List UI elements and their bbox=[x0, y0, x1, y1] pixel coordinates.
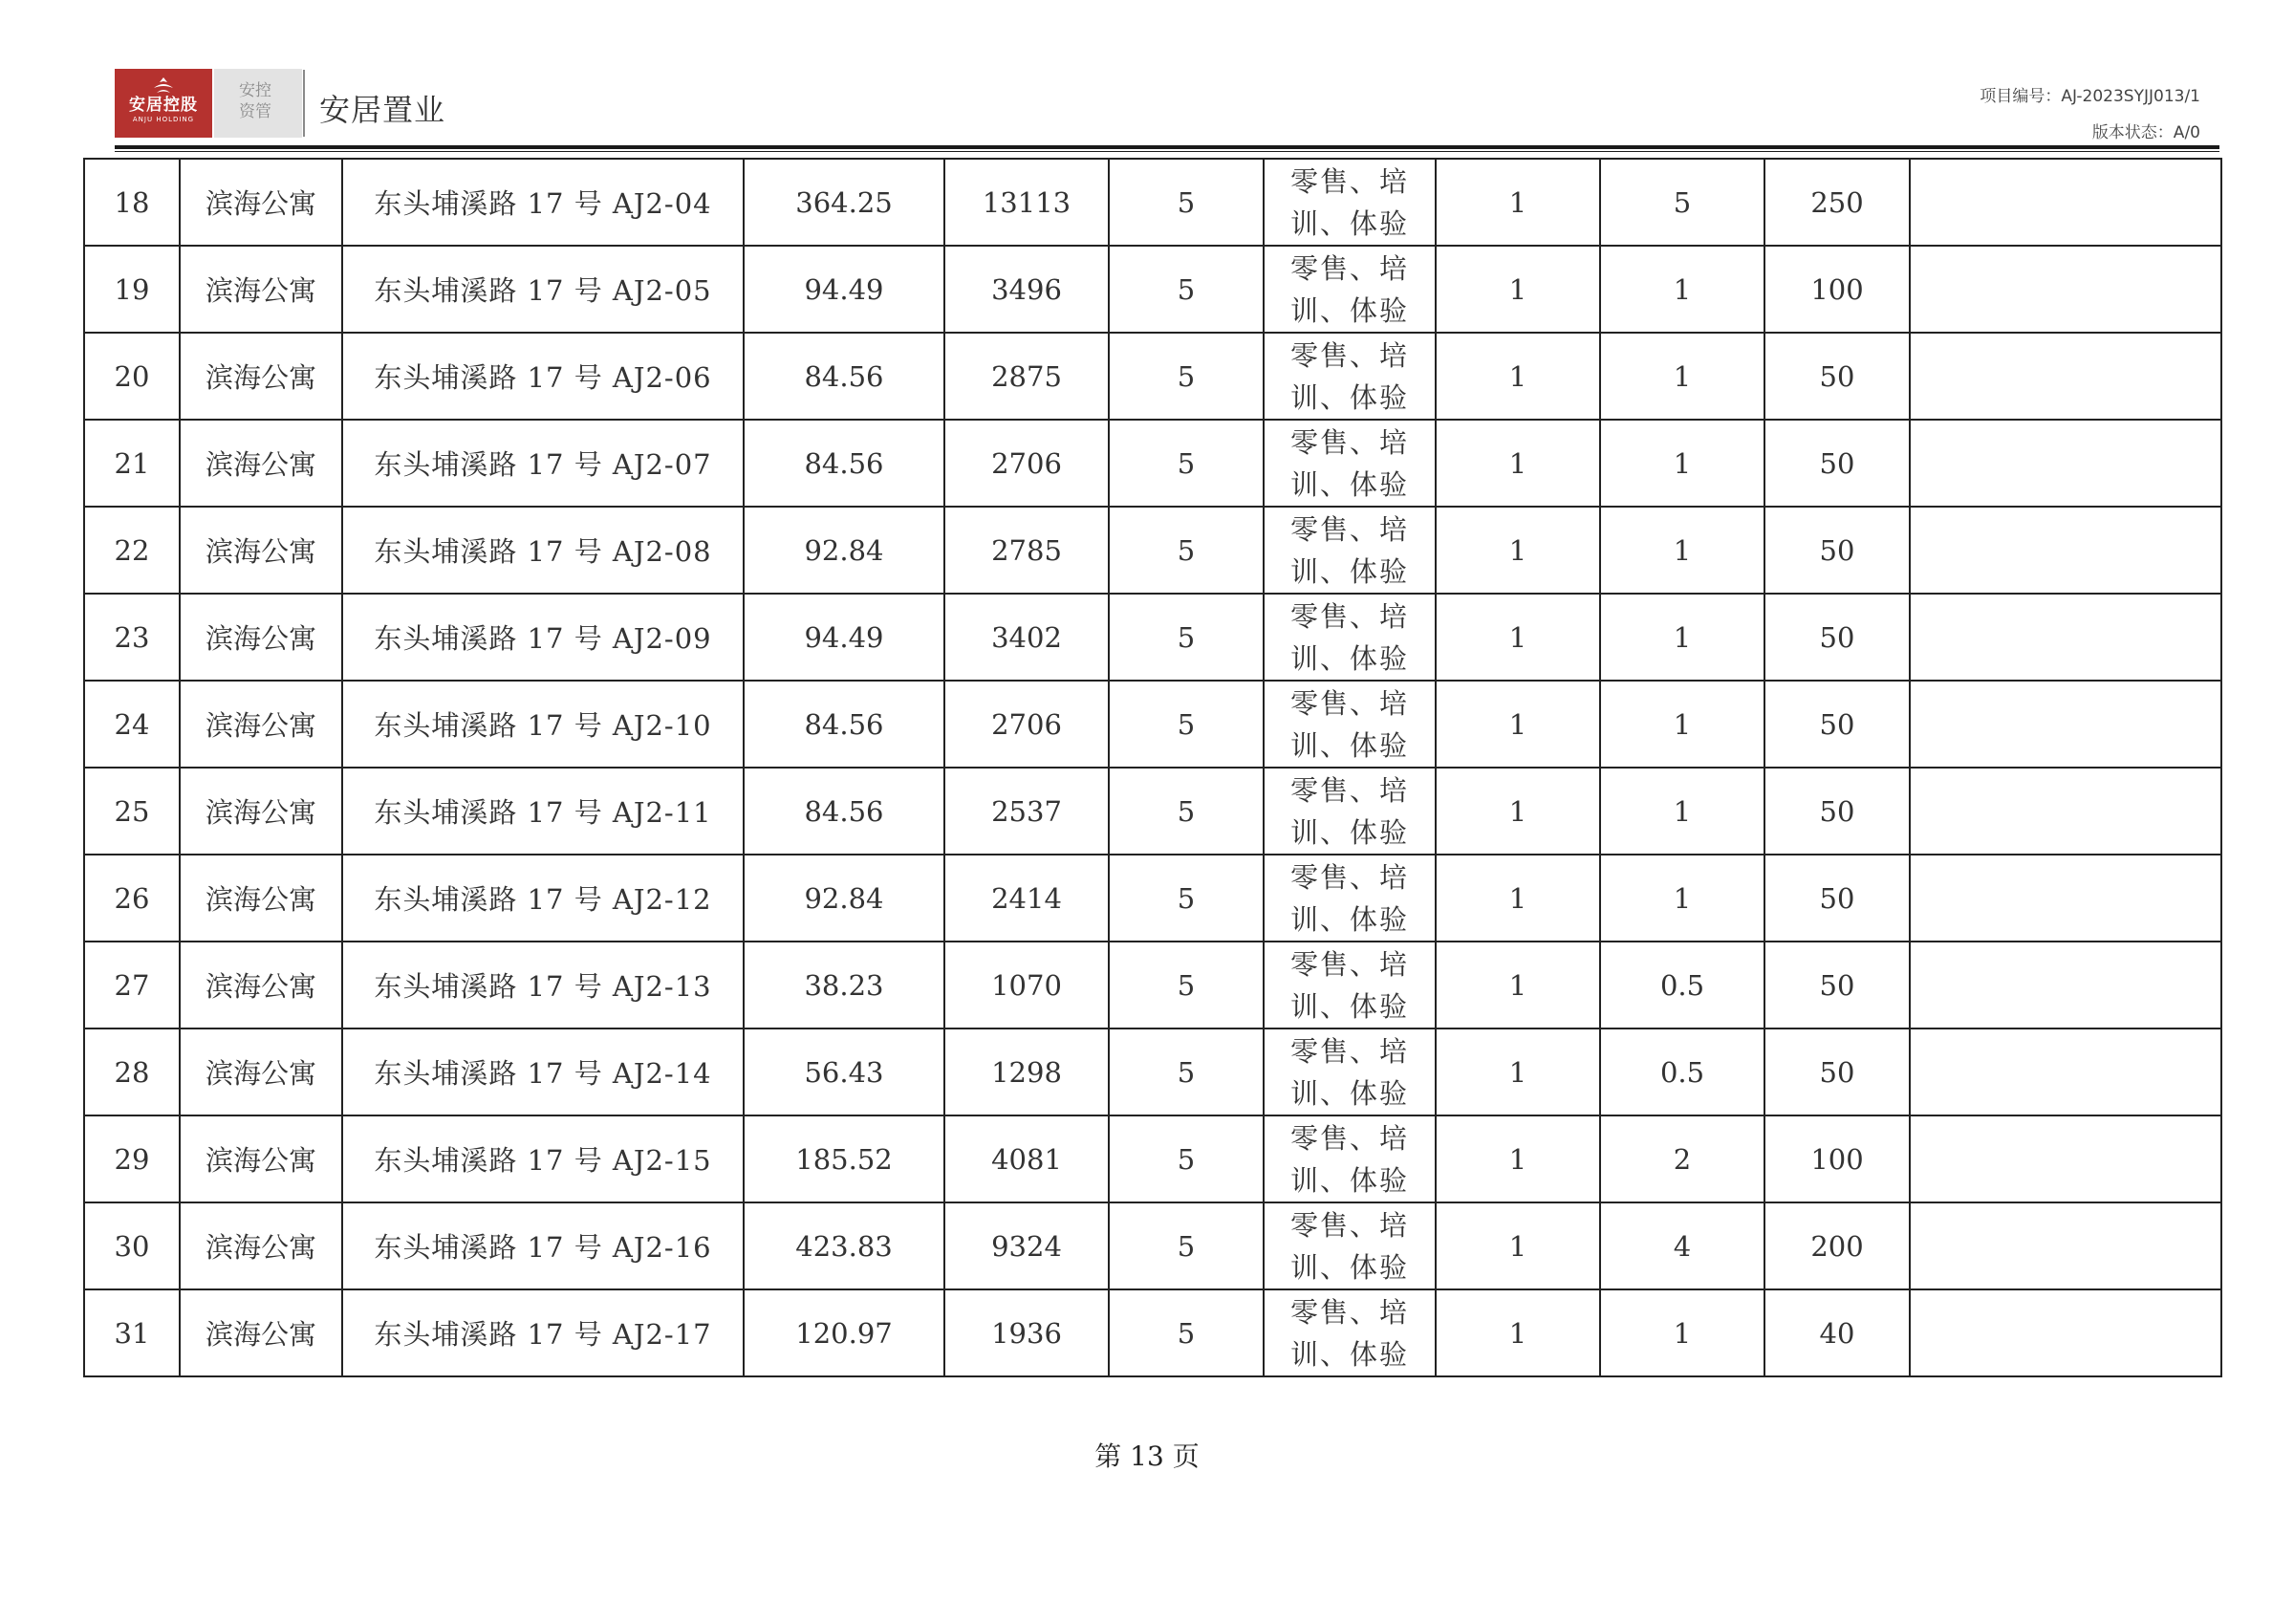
cell-property-name: 滨海公寓 bbox=[180, 1202, 342, 1289]
table-row bbox=[84, 1029, 2221, 1115]
cell-value-a: 1 bbox=[1600, 768, 1764, 855]
property-table bbox=[83, 158, 2222, 1377]
cell-note bbox=[1910, 681, 2221, 768]
cell-use bbox=[1264, 768, 1436, 855]
use-line-1: 零售、培 bbox=[1289, 164, 1409, 198]
cell-quantity: 1 bbox=[1436, 246, 1600, 333]
page-number: 第 13 页 bbox=[1094, 1440, 1200, 1472]
cell-value-a: 0.5 bbox=[1600, 942, 1764, 1029]
cell-term: 5 bbox=[1109, 420, 1264, 507]
cell-area: 92.84 bbox=[744, 855, 944, 942]
cell-address: 东头埔溪路 17 号 AJ2-04 bbox=[342, 159, 744, 246]
cell-term: 5 bbox=[1109, 768, 1264, 855]
cell-value-b: 50 bbox=[1764, 333, 1910, 420]
cell-price: 4081 bbox=[944, 1115, 1109, 1202]
cell-value-a: 5 bbox=[1600, 159, 1764, 246]
logo-english-text: ANJU HOLDING bbox=[132, 116, 195, 123]
cell-property-name: 滨海公寓 bbox=[180, 159, 342, 246]
use-line-2: 训、体验 bbox=[1289, 1076, 1409, 1110]
cell-quantity: 1 bbox=[1436, 333, 1600, 420]
cell-row-number: 19 bbox=[84, 246, 180, 333]
cell-term: 5 bbox=[1109, 159, 1264, 246]
cell-note bbox=[1910, 1115, 2221, 1202]
cell-use bbox=[1264, 1289, 1436, 1376]
cell-quantity: 1 bbox=[1436, 1029, 1600, 1115]
cell-price: 2875 bbox=[944, 333, 1109, 420]
cell-value-b: 50 bbox=[1764, 768, 1910, 855]
table-row bbox=[84, 768, 2221, 855]
cell-row-number: 28 bbox=[84, 1029, 180, 1115]
cell-quantity: 1 bbox=[1436, 1115, 1600, 1202]
cell-area: 84.56 bbox=[744, 768, 944, 855]
cell-note bbox=[1910, 594, 2221, 681]
cell-property-name: 滨海公寓 bbox=[180, 420, 342, 507]
cell-row-number: 23 bbox=[84, 594, 180, 681]
cell-value-a: 1 bbox=[1600, 333, 1764, 420]
header-rule-thin bbox=[115, 151, 2219, 152]
cell-term: 5 bbox=[1109, 507, 1264, 594]
cell-value-b: 50 bbox=[1764, 942, 1910, 1029]
table-row bbox=[84, 942, 2221, 1029]
cell-property-name: 滨海公寓 bbox=[180, 507, 342, 594]
cell-use bbox=[1264, 1029, 1436, 1115]
cell-value-a: 1 bbox=[1600, 855, 1764, 942]
document-meta bbox=[1980, 78, 2200, 151]
use-line-2: 训、体验 bbox=[1289, 815, 1409, 849]
use-line-1: 零售、培 bbox=[1289, 860, 1409, 894]
cell-use bbox=[1264, 855, 1436, 942]
cell-quantity: 1 bbox=[1436, 594, 1600, 681]
cell-value-a: 2 bbox=[1600, 1115, 1764, 1202]
cell-use bbox=[1264, 1202, 1436, 1289]
cell-price: 3496 bbox=[944, 246, 1109, 333]
cell-area: 84.56 bbox=[744, 333, 944, 420]
cell-use bbox=[1264, 159, 1436, 246]
cell-quantity: 1 bbox=[1436, 681, 1600, 768]
cell-note bbox=[1910, 1029, 2221, 1115]
cell-area: 38.23 bbox=[744, 942, 944, 1029]
cell-value-b: 50 bbox=[1764, 507, 1910, 594]
cell-address: 东头埔溪路 17 号 AJ2-06 bbox=[342, 333, 744, 420]
cell-price: 2537 bbox=[944, 768, 1109, 855]
project-number: 项目编号：AJ-2023SYJJ013/1 bbox=[1980, 87, 2200, 106]
table-row bbox=[84, 1289, 2221, 1376]
cell-area: 364.25 bbox=[744, 159, 944, 246]
cell-quantity: 1 bbox=[1436, 1289, 1600, 1376]
cell-address: 东头埔溪路 17 号 AJ2-08 bbox=[342, 507, 744, 594]
cell-quantity: 1 bbox=[1436, 768, 1600, 855]
cell-note bbox=[1910, 507, 2221, 594]
cell-address: 东头埔溪路 17 号 AJ2-11 bbox=[342, 768, 744, 855]
cell-price: 9324 bbox=[944, 1202, 1109, 1289]
cell-quantity: 1 bbox=[1436, 159, 1600, 246]
cell-area: 84.56 bbox=[744, 681, 944, 768]
cell-note bbox=[1910, 333, 2221, 420]
use-line-1: 零售、培 bbox=[1289, 338, 1409, 372]
table-row bbox=[84, 1115, 2221, 1202]
cell-value-a: 1 bbox=[1600, 420, 1764, 507]
cell-value-a: 1 bbox=[1600, 1289, 1764, 1376]
cell-note bbox=[1910, 855, 2221, 942]
cell-value-b: 100 bbox=[1764, 246, 1910, 333]
cell-property-name: 滨海公寓 bbox=[180, 855, 342, 942]
cell-quantity: 1 bbox=[1436, 1202, 1600, 1289]
cell-term: 5 bbox=[1109, 942, 1264, 1029]
cell-note bbox=[1910, 246, 2221, 333]
use-line-2: 训、体验 bbox=[1289, 902, 1409, 936]
version-status: 版本状态：A/0 bbox=[2091, 123, 2200, 142]
cell-address: 东头埔溪路 17 号 AJ2-15 bbox=[342, 1115, 744, 1202]
cell-use bbox=[1264, 594, 1436, 681]
cell-quantity: 1 bbox=[1436, 942, 1600, 1029]
cell-row-number: 29 bbox=[84, 1115, 180, 1202]
cell-price: 2414 bbox=[944, 855, 1109, 942]
cell-address: 东头埔溪路 17 号 AJ2-17 bbox=[342, 1289, 744, 1376]
cell-row-number: 24 bbox=[84, 681, 180, 768]
cell-property-name: 滨海公寓 bbox=[180, 594, 342, 681]
cell-price: 1070 bbox=[944, 942, 1109, 1029]
cell-row-number: 18 bbox=[84, 159, 180, 246]
use-line-1: 零售、培 bbox=[1289, 686, 1409, 720]
cell-value-b: 100 bbox=[1764, 1115, 1910, 1202]
cell-address: 东头埔溪路 17 号 AJ2-12 bbox=[342, 855, 744, 942]
table-row bbox=[84, 855, 2221, 942]
cell-row-number: 26 bbox=[84, 855, 180, 942]
cell-area: 94.49 bbox=[744, 594, 944, 681]
cell-address: 东头埔溪路 17 号 AJ2-16 bbox=[342, 1202, 744, 1289]
cell-area: 423.83 bbox=[744, 1202, 944, 1289]
use-line-2: 训、体验 bbox=[1289, 989, 1409, 1023]
cell-row-number: 21 bbox=[84, 420, 180, 507]
header-rule-thick bbox=[115, 145, 2219, 149]
cell-value-b: 50 bbox=[1764, 681, 1910, 768]
cell-property-name: 滨海公寓 bbox=[180, 1115, 342, 1202]
cell-property-name: 滨海公寓 bbox=[180, 1289, 342, 1376]
cell-value-a: 0.5 bbox=[1600, 1029, 1764, 1115]
cell-value-b: 40 bbox=[1764, 1289, 1910, 1376]
page-header bbox=[115, 67, 2229, 143]
cell-use bbox=[1264, 681, 1436, 768]
use-line-2: 训、体验 bbox=[1289, 554, 1409, 588]
cell-note bbox=[1910, 159, 2221, 246]
cell-price: 2785 bbox=[944, 507, 1109, 594]
cell-term: 5 bbox=[1109, 681, 1264, 768]
cell-value-a: 1 bbox=[1600, 507, 1764, 594]
cell-use bbox=[1264, 246, 1436, 333]
cell-use bbox=[1264, 1115, 1436, 1202]
cell-address: 东头埔溪路 17 号 AJ2-14 bbox=[342, 1029, 744, 1115]
table-row bbox=[84, 333, 2221, 420]
use-line-1: 零售、培 bbox=[1289, 947, 1409, 981]
use-line-2: 训、体验 bbox=[1289, 1337, 1409, 1371]
cell-value-b: 50 bbox=[1764, 594, 1910, 681]
cell-value-a: 1 bbox=[1600, 594, 1764, 681]
use-line-1: 零售、培 bbox=[1289, 1295, 1409, 1329]
cell-use bbox=[1264, 333, 1436, 420]
cell-quantity: 1 bbox=[1436, 420, 1600, 507]
use-line-2: 训、体验 bbox=[1289, 1163, 1409, 1197]
cell-value-a: 1 bbox=[1600, 681, 1764, 768]
cell-term: 5 bbox=[1109, 1289, 1264, 1376]
cell-value-b: 50 bbox=[1764, 420, 1910, 507]
use-line-2: 训、体验 bbox=[1289, 206, 1409, 240]
cell-term: 5 bbox=[1109, 1202, 1264, 1289]
cell-address: 东头埔溪路 17 号 AJ2-05 bbox=[342, 246, 744, 333]
cell-address: 东头埔溪路 17 号 AJ2-07 bbox=[342, 420, 744, 507]
cell-note bbox=[1910, 1289, 2221, 1376]
sub-brand-line2: 资管 bbox=[239, 102, 271, 121]
cell-row-number: 25 bbox=[84, 768, 180, 855]
logo-emblem-icon bbox=[151, 76, 176, 96]
table-row bbox=[84, 594, 2221, 681]
cell-value-b: 200 bbox=[1764, 1202, 1910, 1289]
cell-area: 185.52 bbox=[744, 1115, 944, 1202]
cell-value-b: 250 bbox=[1764, 159, 1910, 246]
logo-text: 安居控股 bbox=[129, 96, 198, 115]
cell-value-b: 50 bbox=[1764, 1029, 1910, 1115]
cell-term: 5 bbox=[1109, 246, 1264, 333]
table-row bbox=[84, 420, 2221, 507]
cell-property-name: 滨海公寓 bbox=[180, 768, 342, 855]
cell-note bbox=[1910, 768, 2221, 855]
cell-term: 5 bbox=[1109, 594, 1264, 681]
cell-use bbox=[1264, 507, 1436, 594]
cell-term: 5 bbox=[1109, 1029, 1264, 1115]
cell-price: 1298 bbox=[944, 1029, 1109, 1115]
use-line-2: 训、体验 bbox=[1289, 641, 1409, 675]
table-row bbox=[84, 507, 2221, 594]
table-row bbox=[84, 246, 2221, 333]
cell-quantity: 1 bbox=[1436, 855, 1600, 942]
cell-term: 5 bbox=[1109, 855, 1264, 942]
cell-property-name: 滨海公寓 bbox=[180, 1029, 342, 1115]
cell-term: 5 bbox=[1109, 1115, 1264, 1202]
cell-quantity: 1 bbox=[1436, 507, 1600, 594]
cell-area: 94.49 bbox=[744, 246, 944, 333]
anju-holding-logo bbox=[115, 69, 212, 138]
cell-row-number: 27 bbox=[84, 942, 180, 1029]
cell-row-number: 30 bbox=[84, 1202, 180, 1289]
header-divider bbox=[303, 70, 305, 137]
cell-note bbox=[1910, 420, 2221, 507]
cell-value-a: 1 bbox=[1600, 246, 1764, 333]
cell-use bbox=[1264, 420, 1436, 507]
cell-address: 东头埔溪路 17 号 AJ2-09 bbox=[342, 594, 744, 681]
cell-value-a: 4 bbox=[1600, 1202, 1764, 1289]
cell-address: 东头埔溪路 17 号 AJ2-13 bbox=[342, 942, 744, 1029]
cell-price: 2706 bbox=[944, 420, 1109, 507]
company-name: 安居置业 bbox=[319, 92, 446, 128]
sub-brand-logo bbox=[214, 69, 302, 138]
table-row bbox=[84, 681, 2221, 768]
use-line-2: 训、体验 bbox=[1289, 728, 1409, 762]
cell-row-number: 20 bbox=[84, 333, 180, 420]
use-line-1: 零售、培 bbox=[1289, 773, 1409, 807]
cell-price: 3402 bbox=[944, 594, 1109, 681]
cell-term: 5 bbox=[1109, 333, 1264, 420]
use-line-2: 训、体验 bbox=[1289, 1250, 1409, 1284]
cell-price: 1936 bbox=[944, 1289, 1109, 1376]
cell-price: 13113 bbox=[944, 159, 1109, 246]
cell-row-number: 22 bbox=[84, 507, 180, 594]
sub-brand-line1: 安控 bbox=[239, 81, 271, 100]
cell-use bbox=[1264, 942, 1436, 1029]
cell-price: 2706 bbox=[944, 681, 1109, 768]
cell-area: 92.84 bbox=[744, 507, 944, 594]
cell-row-number: 31 bbox=[84, 1289, 180, 1376]
use-line-2: 训、体验 bbox=[1289, 467, 1409, 501]
use-line-2: 训、体验 bbox=[1289, 380, 1409, 414]
cell-property-name: 滨海公寓 bbox=[180, 246, 342, 333]
use-line-1: 零售、培 bbox=[1289, 1208, 1409, 1242]
table-row bbox=[84, 159, 2221, 246]
cell-property-name: 滨海公寓 bbox=[180, 681, 342, 768]
table-row bbox=[84, 1202, 2221, 1289]
cell-value-b: 50 bbox=[1764, 855, 1910, 942]
use-line-1: 零售、培 bbox=[1289, 251, 1409, 285]
cell-area: 56.43 bbox=[744, 1029, 944, 1115]
use-line-1: 零售、培 bbox=[1289, 425, 1409, 459]
cell-area: 84.56 bbox=[744, 420, 944, 507]
use-line-1: 零售、培 bbox=[1289, 1034, 1409, 1068]
use-line-1: 零售、培 bbox=[1289, 1121, 1409, 1155]
cell-address: 东头埔溪路 17 号 AJ2-10 bbox=[342, 681, 744, 768]
cell-area: 120.97 bbox=[744, 1289, 944, 1376]
cell-note bbox=[1910, 1202, 2221, 1289]
cell-property-name: 滨海公寓 bbox=[180, 942, 342, 1029]
cell-property-name: 滨海公寓 bbox=[180, 333, 342, 420]
use-line-1: 零售、培 bbox=[1289, 512, 1409, 546]
cell-note bbox=[1910, 942, 2221, 1029]
use-line-2: 训、体验 bbox=[1289, 293, 1409, 327]
use-line-1: 零售、培 bbox=[1289, 599, 1409, 633]
